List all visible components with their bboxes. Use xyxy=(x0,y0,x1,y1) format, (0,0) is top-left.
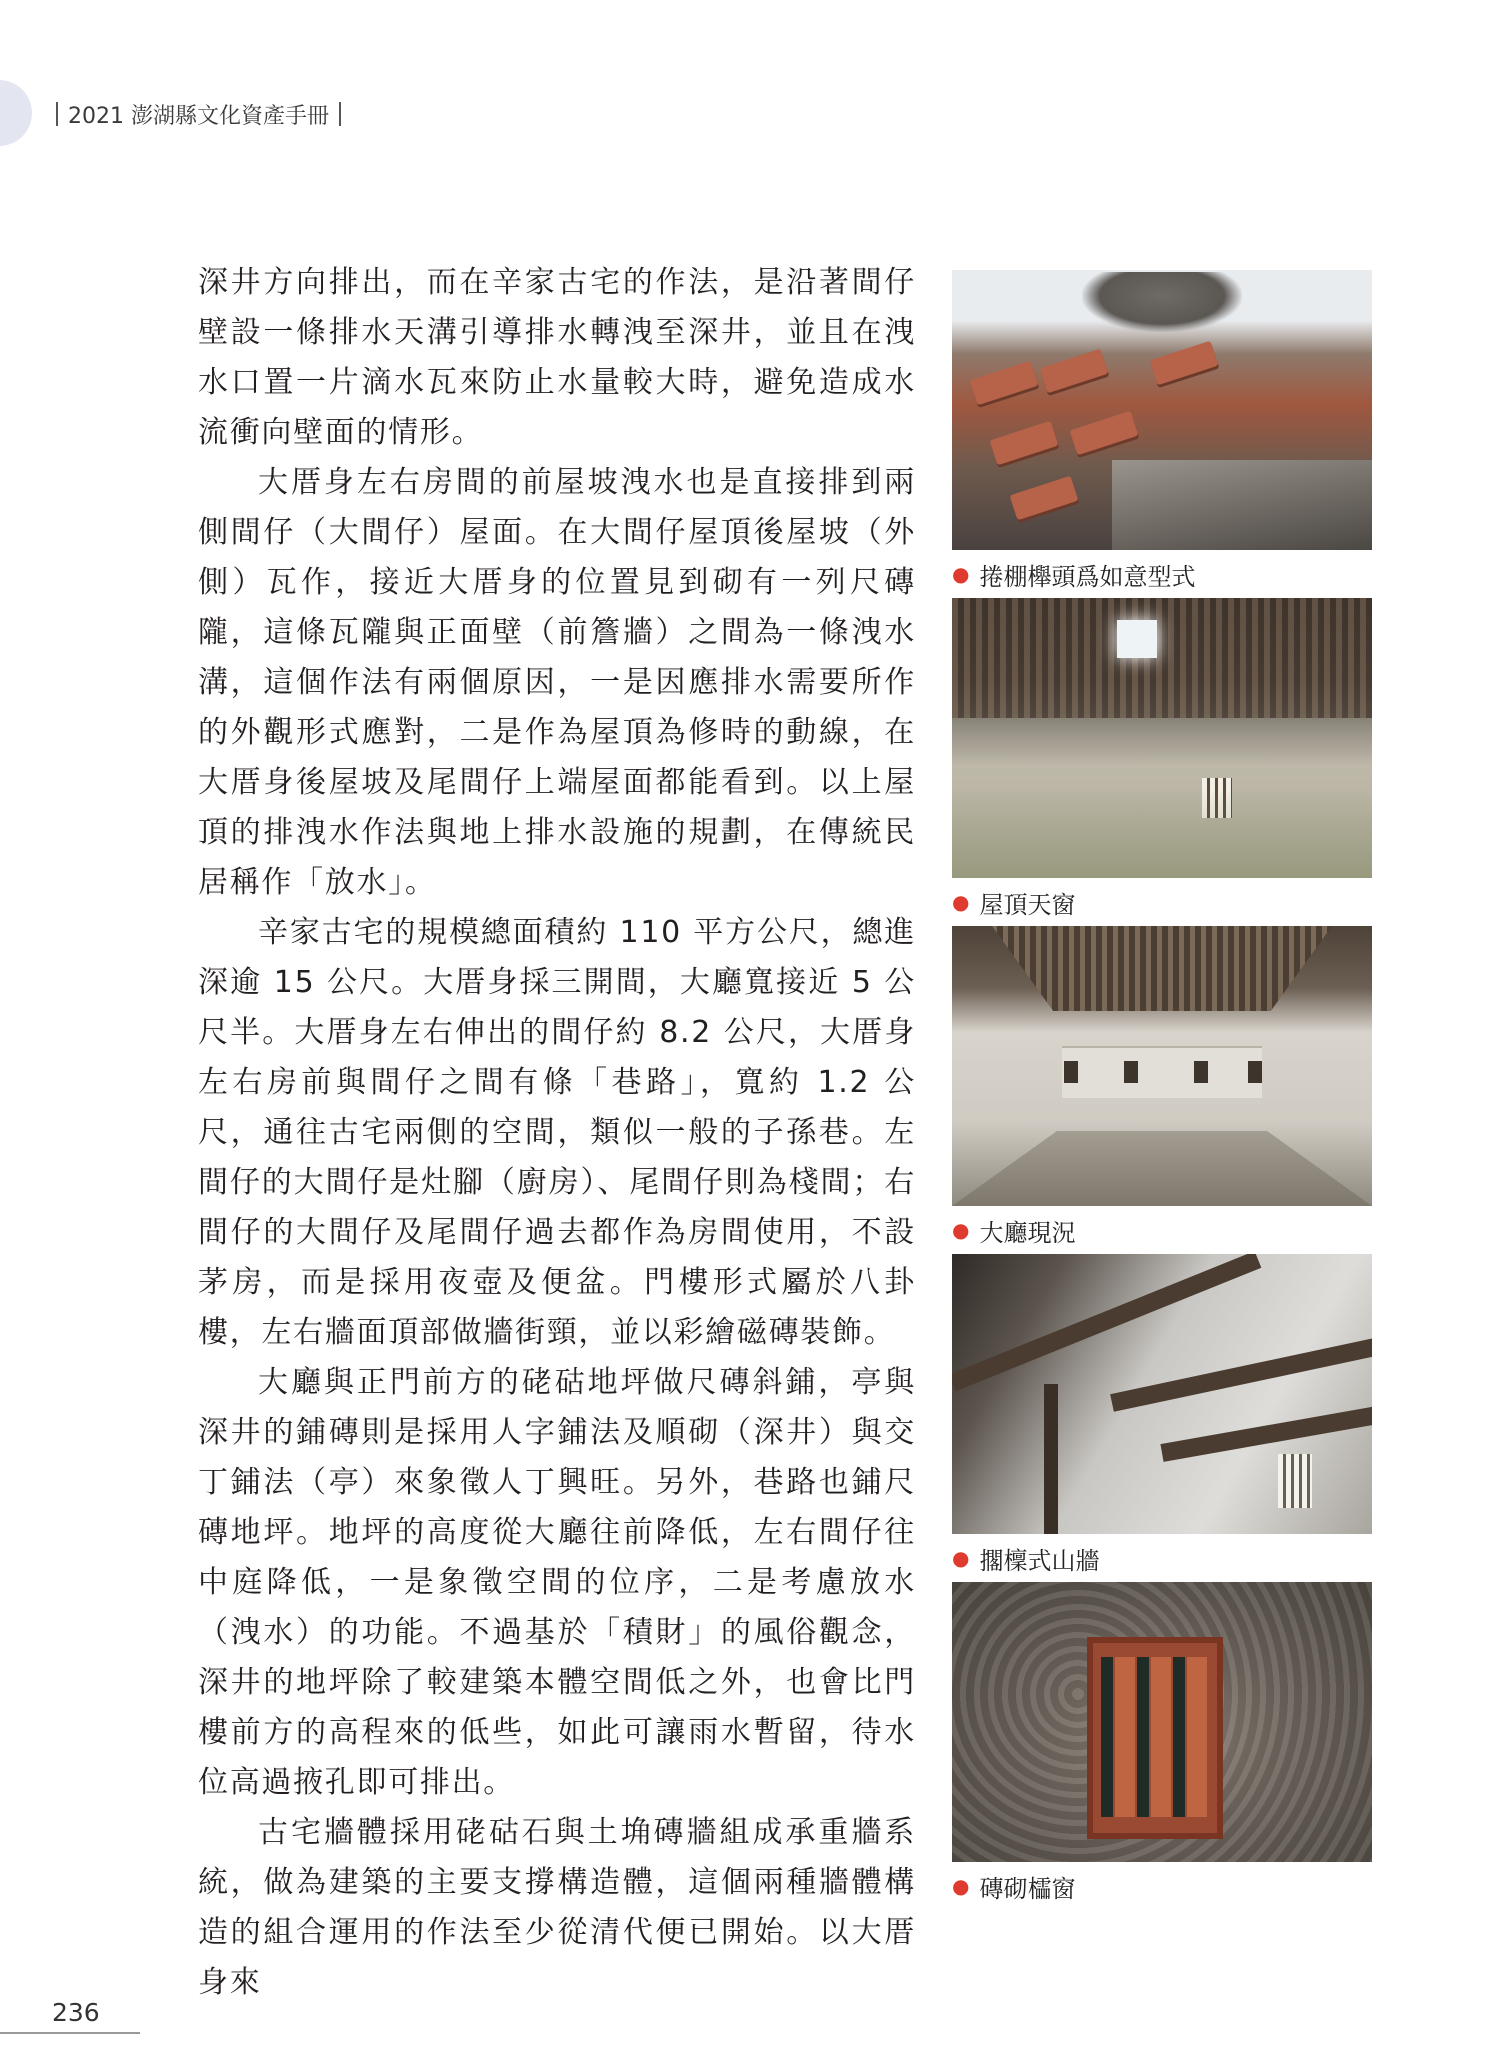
paragraph: 深井方向排出，而在辛家古宅的作法，是沿著間仔壁設一條排水天溝引導排水轉洩至深井，並且在洩水口置一片滴水瓦來防止水量較大時，避免造成水流衝向壁面的情形。 xyxy=(198,265,916,450)
window-shape xyxy=(1124,1061,1138,1083)
post-shape xyxy=(1044,1384,1058,1534)
photo-roof-ornament xyxy=(952,270,1372,550)
pediment-shape xyxy=(1082,272,1242,332)
caption-text: 擱檁式山牆 xyxy=(979,1546,1100,1575)
beam-shape xyxy=(1110,1336,1372,1412)
figure-roof-ornament xyxy=(952,270,1372,598)
ridge-stone xyxy=(1112,460,1372,550)
window-shape xyxy=(1194,1061,1208,1083)
roof-tile xyxy=(990,421,1059,466)
window-gap xyxy=(1173,1657,1185,1817)
figure-caption xyxy=(952,1534,1372,1582)
figure-caption xyxy=(952,550,1372,598)
footer-rule xyxy=(0,2032,140,2034)
paragraph: 大厝身左右房間的前屋坡洩水也是直接排到兩側間仔（大間仔）屋面。在大間仔屋頂後屋坡（外側）瓦作，接近大厝身的位置見到砌有一列尺磚隴，這條瓦隴與正面壁（前簷牆）之間為一條洩水溝，這個作法有兩個原因，一是因應排水需要所作的外觀形式應對，二是作為屋頂為修時的動線，在大厝身後屋坡及尾間仔上端屋面都能看到。以上屋頂的排洩水作法與地上排水設施的規劃，在傳統民居稱作「放水」。 xyxy=(198,465,916,900)
window-bar xyxy=(1115,1657,1135,1817)
back-wall-shape xyxy=(1062,1046,1262,1098)
body-text xyxy=(198,258,916,2008)
caption-text: 大廳現況 xyxy=(979,1218,1076,1247)
window-gap xyxy=(1137,1657,1149,1817)
window-frame-shape xyxy=(1087,1637,1223,1839)
vent-shape xyxy=(1278,1454,1312,1508)
figure-main-hall xyxy=(952,926,1372,1254)
photo-skylight xyxy=(952,598,1372,878)
rafters-shape xyxy=(952,598,1372,718)
bullet-icon: ● xyxy=(952,890,970,914)
roof-tile xyxy=(1010,476,1079,521)
window-shape xyxy=(1064,1061,1078,1083)
roof-tile xyxy=(1070,411,1139,456)
photo-gable-wall xyxy=(952,1254,1372,1534)
page-number: 236 xyxy=(52,1998,100,2027)
wall-moss-shape xyxy=(952,788,1372,878)
header-divider xyxy=(56,102,58,126)
photo-brick-window xyxy=(952,1582,1372,1862)
bullet-icon: ● xyxy=(952,1218,970,1242)
caption-text: 磚砌櫺窗 xyxy=(979,1874,1076,1903)
window-bar xyxy=(1151,1657,1171,1817)
corner-tab xyxy=(0,80,32,146)
running-title: 2021 澎湖縣文化資產手冊 xyxy=(68,103,329,129)
figure-caption xyxy=(952,1206,1372,1254)
caption-text: 捲棚櫸頭爲如意型式 xyxy=(979,562,1196,591)
window-shape xyxy=(1248,1061,1262,1083)
running-header xyxy=(56,99,341,129)
header-divider xyxy=(339,102,341,126)
skylight-shape xyxy=(1117,620,1157,658)
bullet-icon: ● xyxy=(952,1546,970,1570)
floor-shape xyxy=(952,1131,1372,1206)
figure-caption xyxy=(952,878,1372,926)
bullet-icon: ● xyxy=(952,1874,970,1898)
paragraph: 辛家古宅的規模總面積約 110 平方公尺，總進深逾 15 公尺。大厝身採三開間，大廳寬接近 5 公尺半。大厝身左右伸出的間仔約 8.2 公尺，大厝身左右房前與間仔之間有條「巷路」，寬約 1.2 公尺，通往古宅兩側的空間，類似一般的子孫巷。左間仔的大間仔是灶腳（廚房）、尾間仔則為棧間；右間仔的大間仔及尾間仔過去都作為房間使用，不設茅房，而是採用夜壺及便盆。門樓形式屬於八卦樓，左右牆面頂部做牆街頸，並以彩繪磁磚裝飾。 xyxy=(198,915,916,1350)
window-gap xyxy=(1101,1657,1113,1817)
roof-tile xyxy=(1040,349,1109,394)
caption-text: 屋頂天窗 xyxy=(979,890,1076,919)
paragraph: 大廳與正門前方的硓𥑮地坪做尺磚斜鋪，亭與深井的鋪磚則是採用人字鋪法及順砌（深井）與交丁鋪法（亭）來象徵人丁興旺。另外，巷路也鋪尺磚地坪。地坪的高度從大廳往前降低，左右間仔往中庭降低，一是象徵空間的位序，二是考慮放水（洩水）的功能。不過基於「積財」的風俗觀念，深井的地坪除了較建築本體空間低之外，也會比門樓前方的高程來的低些，如此可讓雨水暫留，待水位高過掖孔即可排出。 xyxy=(198,1365,916,1800)
window-bar xyxy=(1187,1657,1207,1817)
roof-tile xyxy=(970,361,1039,406)
roof-tile xyxy=(1150,341,1219,386)
ceiling-shape xyxy=(992,926,1332,1011)
figure-column xyxy=(952,270,1372,1910)
paragraph: 古宅牆體採用硓𥑮石與土埆磚牆組成承重牆系統，做為建築的主要支撐構造體，這個兩種牆體構造的組合運用的作法至少從清代便已開始。以大厝身來 xyxy=(198,1815,916,2000)
photo-main-hall xyxy=(952,926,1372,1206)
figure-skylight xyxy=(952,598,1372,926)
figure-gable-wall xyxy=(952,1254,1372,1582)
figure-caption xyxy=(952,1862,1372,1910)
bullet-icon: ● xyxy=(952,562,970,586)
beam-shape xyxy=(1160,1404,1372,1462)
figure-brick-window xyxy=(952,1582,1372,1910)
